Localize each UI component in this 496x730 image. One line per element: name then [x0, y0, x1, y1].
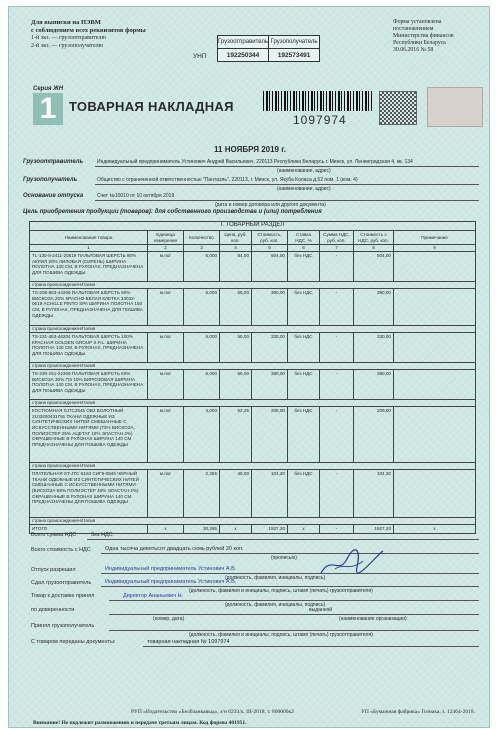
col-index: 3	[184, 245, 220, 252]
approval-line-1: Форма установлена	[393, 19, 442, 25]
col-qty: Количество	[184, 231, 220, 245]
issue-instructions	[31, 19, 191, 50]
poa-number-caption: (номер, дата)	[153, 616, 185, 622]
total-qty: 30,265	[184, 525, 220, 534]
item-vat-sum: -	[320, 470, 354, 518]
item-cost: 390,00	[252, 289, 288, 326]
col-index: 1	[30, 245, 148, 252]
col-unit: Единица измерения	[148, 231, 184, 245]
delivered-label: Сдал грузоотправитель	[31, 580, 92, 586]
item-cost: 104,20	[252, 470, 288, 518]
item-vat-sum: -	[320, 333, 354, 363]
col-index: 6	[288, 245, 320, 252]
accepted-label: Принял грузополучатель	[31, 623, 95, 629]
item-total: 390,00	[354, 289, 394, 326]
approval-line-5: 30.06.2016 № 58	[393, 47, 434, 53]
document-title: ТОВАРНАЯ НАКЛАДНАЯ	[69, 99, 234, 114]
section-title: I. ТОВАРНЫЙ РАЗДЕЛ	[30, 222, 476, 231]
item-note	[394, 470, 476, 518]
item-name: КОСТЮМНАЯ SJ7С2545 ОВ2 БОЛОТНЫЙ 2103200431791 ТКАНИ ОДЕЖНЫЕ ИЗ СИНТЕТИЧЕСКИХ НИТЕЙ СМЕШАННЫЕ С ИСКУССТВЕННЫМИ НИТЯМИ (73% ВИСКОЗА, ПОЛИЭСТЕР 25% АЦЕТАТ 10% ЭЛАСТАН 2%) ОКРАШЕННЫЕ В РУЛОНАХ ШИРИНА 140 СМ ПРЕДНАЗНАЧЕНЫ ДЛЯ ПОШИВА ОДЕЖДЫ	[30, 407, 148, 463]
col-index: 4	[220, 245, 252, 252]
col-cost: Стоимость, руб. коп.	[252, 231, 288, 245]
driver-caption: (должность, фамилия, инициалы, подпись)	[225, 602, 326, 608]
item-note	[394, 252, 476, 282]
purpose-label: Цель приобретения продукции (товаров): для собственного производства и (или) потребления	[23, 209, 322, 215]
table-row	[30, 407, 476, 463]
waybill-form	[8, 6, 490, 728]
consignee-value: Общество с ограниченной ответственностью "Пантаэль", 220113, г. Минск, ул. Якуба Коласа д.52 пом. 1 (ком. 4)	[97, 177, 358, 183]
total-vat-sum: -	[320, 525, 354, 534]
col-index: 9	[394, 245, 476, 252]
table-row	[30, 333, 476, 363]
col-note: Примечание	[394, 231, 476, 245]
vat-total-label: Всего сумма НДС	[31, 532, 77, 538]
item-note	[394, 289, 476, 326]
warning: Внимание! Не подлежит размножению и передаче третьим лицам. Код формы 401951.	[33, 720, 247, 726]
item-vat-rate: без НДС	[288, 470, 320, 518]
col-name: Наименование товара	[30, 231, 148, 245]
paper-info: УП «Бумажная фабрика» Гознака, з. 12464-2018.	[361, 709, 475, 715]
copy-number: 1	[33, 93, 63, 125]
item-qty: 6,000	[184, 252, 220, 282]
instructions-title: Для выписки на ПЭВМ	[31, 19, 101, 26]
docs-value: товарная накладная № 1097974	[147, 639, 230, 645]
item-unit: м.пог	[148, 370, 184, 400]
item-vat-rate: без НДС	[288, 333, 320, 363]
consignee-label: Грузополучатель	[23, 177, 78, 183]
total-price: х	[220, 525, 252, 534]
item-price: 46,00	[220, 470, 252, 518]
col-total: Стоимость с НДС, руб. коп.	[354, 231, 394, 245]
table-row	[30, 289, 476, 326]
item-vat-rate: без НДС	[288, 252, 320, 282]
series: Серия ЖН	[33, 86, 64, 92]
item-price: 65,00	[220, 289, 252, 326]
col-index: 5	[252, 245, 288, 252]
unp-consignee-value: 192573491	[269, 49, 320, 62]
shipper-label: Грузоотправитель	[23, 159, 84, 165]
item-unit: м.пог	[148, 252, 184, 282]
item-total: 209,00	[354, 407, 394, 463]
item-origin: страна происхождения-Италия	[30, 463, 476, 470]
col-index: 2	[148, 245, 184, 252]
item-qty: 6,000	[184, 333, 220, 363]
item-vat-sum: -	[320, 289, 354, 326]
accepted-caption: (должность, фамилия и инициалы, подпись, штамп (печать) грузоотправителя)	[189, 632, 373, 638]
released-value: Индивидуальный предприниматель Устинович А.В.	[105, 566, 237, 572]
col-vat-sum: Сумма НДС, руб. коп.	[320, 231, 354, 245]
total-cost: 1927,20	[252, 525, 288, 534]
item-vat-sum: -	[320, 407, 354, 463]
basis-value: Счет №10010 от 10 октября 2019	[97, 193, 175, 199]
item-unit: м.пог	[148, 470, 184, 518]
total-caption: (прописью)	[271, 555, 297, 561]
total-note: х	[394, 525, 476, 534]
goods-to-driver-label: Товар к доставке принял	[31, 593, 95, 599]
instructions-subtitle: с соблюдением всех реквизитов формы	[31, 27, 146, 34]
unp-consignee-header: Грузополучатель	[269, 36, 320, 49]
table-row	[30, 470, 476, 518]
item-qty: 6,000	[184, 370, 220, 400]
qr-code	[379, 91, 417, 125]
approval-line-4: Республики Беларусь	[393, 40, 446, 46]
item-origin: страна происхождения-Италия	[30, 400, 476, 407]
item-cost: 209,00	[252, 407, 288, 463]
released-caption: (должность, фамилия, инициалы, подпись)	[225, 575, 326, 581]
col-index: 7	[320, 245, 354, 252]
col-price: Цена, руб. коп.	[220, 231, 252, 245]
item-total: 330,00	[354, 333, 394, 363]
item-origin: страна происхождения-Италия	[30, 518, 476, 525]
item-note	[394, 407, 476, 463]
item-origin: страна происхождения-Италия	[30, 326, 476, 333]
total-vat-rate: х	[288, 525, 320, 534]
shipper-caption: (наименование, адрес)	[277, 168, 331, 174]
vat-total-value: без НДС	[91, 532, 113, 538]
item-price: 84,00	[220, 252, 252, 282]
power-of-attorney-label: по доверенности	[31, 607, 75, 613]
delivered-value: Индивидуальный предприниматель Устинович А.В.	[105, 579, 237, 585]
basis-label: Основание отпуска	[23, 193, 84, 199]
unp-shipper-value: 192250344	[218, 49, 269, 62]
goods-to-driver-value: Директор Ананьевич Н.	[123, 593, 184, 599]
document-date: 11 НОЯБРЯ 2019 г.	[214, 145, 286, 154]
basis-caption: (дата и номер договора или другого документа)	[215, 202, 326, 208]
item-name: TL-130-8-2411-20819 ПАЛЬТОВАЯ ШЕРСТЬ 80% АКРИЛ 20% ЛИЛОВАЯ (СИРЕНЬ) ШИРИНА ПОЛОТНА 140 СМ, В РУЛОНАХ, ПРЕДНАЗНАЧЕНА ДЛЯ ПОШИВА ОДЕЖДЫ	[30, 252, 148, 282]
item-unit: м.пог	[148, 333, 184, 363]
total-with-vat-value: Одна тысяча девятьсот двадцать семь рублей 20 коп.	[105, 546, 244, 552]
item-vat-sum: -	[320, 370, 354, 400]
item-name: TS-230-151-22309 ПАЛЬТОВАЯ ШЕРСТЬ 60% ВИСКОЗА 30% ПЭ 10% БИРЮЗОВАЯ ШИРИНА ПОЛОТНА 140 СМ, В РУЛОНАХ, ПРЕДНАЗНАЧЕНА ДЛЯ ПОШИВА ОДЕЖДЫ	[30, 370, 148, 400]
issued-label: выданной	[309, 607, 333, 613]
item-total: 390,00	[354, 370, 394, 400]
unp-label: УНП	[193, 53, 207, 60]
item-qty: 6,000	[184, 289, 220, 326]
item-price: 52,25	[220, 407, 252, 463]
table-row	[30, 252, 476, 282]
goods-table	[29, 221, 476, 534]
item-unit: м.пог	[148, 289, 184, 326]
item-qty: 2,265	[184, 470, 220, 518]
table-row	[30, 370, 476, 400]
item-vat-rate: без НДС	[288, 289, 320, 326]
unp-shipper-header: Грузоотправитель	[218, 36, 269, 49]
item-name: TS-205-863-44206 ПАЛЬТОВАЯ ШЕРСТЬ 80% ВИСКОЗА 20% КРАСНО-БЕЛАЯ КЛЕТКА 33032-0619 ACHILLE PINTO SPA ШИРИНА ПОЛОТНА 150 СМ, В РУЛОНАХ, ПРЕДНАЗНАЧЕНА ДЛЯ ПОШИВА ОДЕЖДЫ	[30, 289, 148, 326]
item-vat-sum: -	[320, 252, 354, 282]
hologram	[427, 87, 483, 127]
released-label: Отпуск разрешил	[31, 567, 76, 573]
unp-table	[217, 35, 320, 62]
item-name: TS-231-453-46204 ПАЛЬТОВАЯ ШЕРСТЬ 100% КРАСНАЯ GOLDEN GROUP S.P.L. ШИРИНА ПОЛОТНА 140 СМ, В РУЛОНАХ, ПРЕДНАЗНАЧЕНА ДЛЯ ПОШИВА ОДЕЖДЫ	[30, 333, 148, 363]
poa-org-caption: (наименование организации)	[339, 616, 407, 622]
item-origin: страна происхождения-Италия	[30, 363, 476, 370]
item-qty: 4,000	[184, 407, 220, 463]
item-unit: м.пог	[148, 407, 184, 463]
form-approval	[393, 19, 489, 54]
item-cost: 330,00	[252, 333, 288, 363]
total-with-vat-label: Всего стоимость с НДС	[31, 547, 91, 553]
approval-line-3: Министерства финансов	[393, 33, 454, 39]
copy-2-note: 2-й экз. — грузополучателю	[31, 42, 104, 49]
total-label: ИТОГО	[30, 525, 148, 534]
consignee-caption: (наименование, адрес)	[277, 186, 331, 192]
item-vat-rate: без НДС	[288, 370, 320, 400]
docs-label: С товаром переданы документы:	[31, 639, 116, 645]
col-index: 8	[354, 245, 394, 252]
document-number: 1097974	[293, 113, 347, 127]
col-vat-rate: Ставка НДС, %	[288, 231, 320, 245]
item-cost: 390,00	[252, 370, 288, 400]
approval-line-2: постановлением	[393, 26, 434, 32]
copy-1-note: 1-й экз. — грузоотправителю	[31, 35, 106, 41]
total-unit: х	[148, 525, 184, 534]
item-total: 104,20	[354, 470, 394, 518]
shipper-value: Индивидуальный предприниматель Устинович Андрей Васильевич, 220113 Республика Беларусь г. Минск, ул. Ленинградская 4, кв. 134	[97, 159, 413, 165]
total-total: 1927,20	[354, 525, 394, 534]
item-price: 65,00	[220, 370, 252, 400]
item-total: 504,00	[354, 252, 394, 282]
barcode	[263, 91, 373, 111]
printer-info: РУП «Издательство «Белбланкавыд», з/н 0233/к, III-2018, т. 800000к2	[131, 709, 294, 715]
delivered-caption: (должность, фамилия и инициалы, подпись, штамп (печать) грузоотправителя)	[189, 588, 373, 594]
item-note	[394, 333, 476, 363]
item-note	[394, 370, 476, 400]
item-origin: страна происхождения-Италия	[30, 282, 476, 289]
item-vat-rate: без НДС	[288, 407, 320, 463]
item-cost: 504,00	[252, 252, 288, 282]
item-price: 55,00	[220, 333, 252, 363]
item-name: ПЛАТЕЛЬНАЯ ST-JTC-5184 СИГ9-0846 ЧЕРНЫЙ ТКАНИ ОДЕЖНЫЕ ИЗ СИНТЕТИЧЕСКИХ НИТЕЙ СМЕШАННЫЕ С ИСКУССТВЕННЫМИ НИТЯМИ (ВИСКОЗА-58% ПОЛИЭСТЕР 40% ЭЛАСТАН-2%) ОКРАШЕННЫЕ В РУЛОНАХ ШИРИНА 140 СМ ПРЕДНАЗНАЧЕНЫ ДЛЯ ПОШИВА ОДЕЖДЫ	[30, 470, 148, 518]
